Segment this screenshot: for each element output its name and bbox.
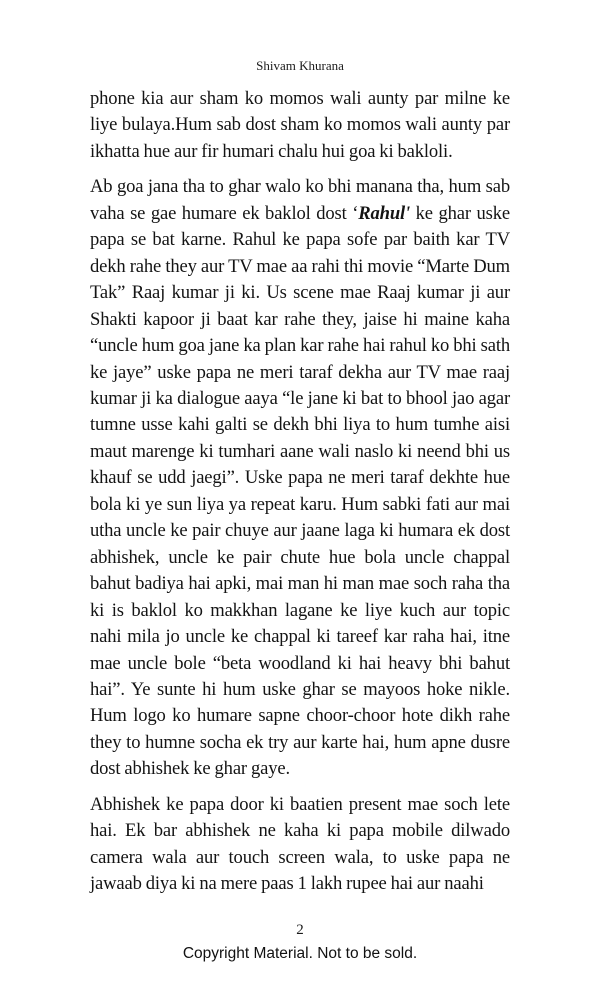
- paragraph-2-start: Ab goa jana tha to ghar walo ko bhi manana tha, hum sab vaha se gae humare ek baklol dost ‘: [90, 176, 510, 224]
- paragraph-3: Abhishek ke papa door ki baatien present mae soch lete hai. Ek bar abhishek ne kaha ki papa mobile dilwado camera wala aur touch screen wala, to uske papa ne jawaab diya ki na mere paas 1 lakh rupee hai aur naahi: [90, 793, 510, 895]
- copyright-notice: Copyright Material. Not to be sold.: [182, 944, 418, 962]
- running-header-author: Shivam Khurana: [256, 58, 344, 73]
- paragraph-2: [90, 174, 510, 782]
- emphasized-name: Rahul': [358, 202, 411, 224]
- page-number: 2: [296, 921, 304, 938]
- paragraph-2-rest: ke ghar uske papa se bat karne. Rahul ke papa sofe par baith kar TV dekh rahe they aur TV mae aa rahi thi movie “Marte Dum Tak” Raaj kumar ji ki. Us scene mae Raaj kumar ji aur Shakti kapoor ji baat kar rahe they, jaise hi maine kaha “uncle hum goa jane ka plan kar rahe hai rahul ko bhi sath ke jaye” uske papa ne meri taraf dekha aur TV mae raaj kumar ji ka dialogue aaya “le jane ki bat to bhool jao agar tumne usse kahi galti se dekh bhi liya to hum tumhe aisi maut marenge ki tumhari aane wali naslo ki neend bhi us khauf se udd jaegi”. Uske papa ne meri taraf dekhte hue bola ki ye sun liya ya repeat karu. Hum sabki fati aur mai utha uncle ke pair chuye aur jaane laga ki humara ek dost abhishek, uncle ke pair chute hue bola uncle chappal bahut badiya hai apki, mai man hi man mae soch raha tha ki is baklol ko makkhan lagane ke liye kuch aur topic nahi mila jo uncle ke chappal ki tareef kar raha hai, itne mae uncle bole “beta woodland ki hai heavy bhi bahut hai”. Ye sunte hi hum uske ghar se mayoos hoke nikle. Hum logo ko humare sapne choor-choor hote dikh rahe they to humne socha ek try aur karte hai, hum apne dusre dost abhishek ke ghar gaye.: [90, 202, 510, 780]
- paragraph-1: phone kia aur sham ko momos wali aunty par milne ke liye bulaya.Hum sab dost sham ko momos wali aunty par ikhatta hue aur fir humari chalu hui goa ki bakloli.: [90, 88, 510, 162]
- body-text: [90, 86, 510, 898]
